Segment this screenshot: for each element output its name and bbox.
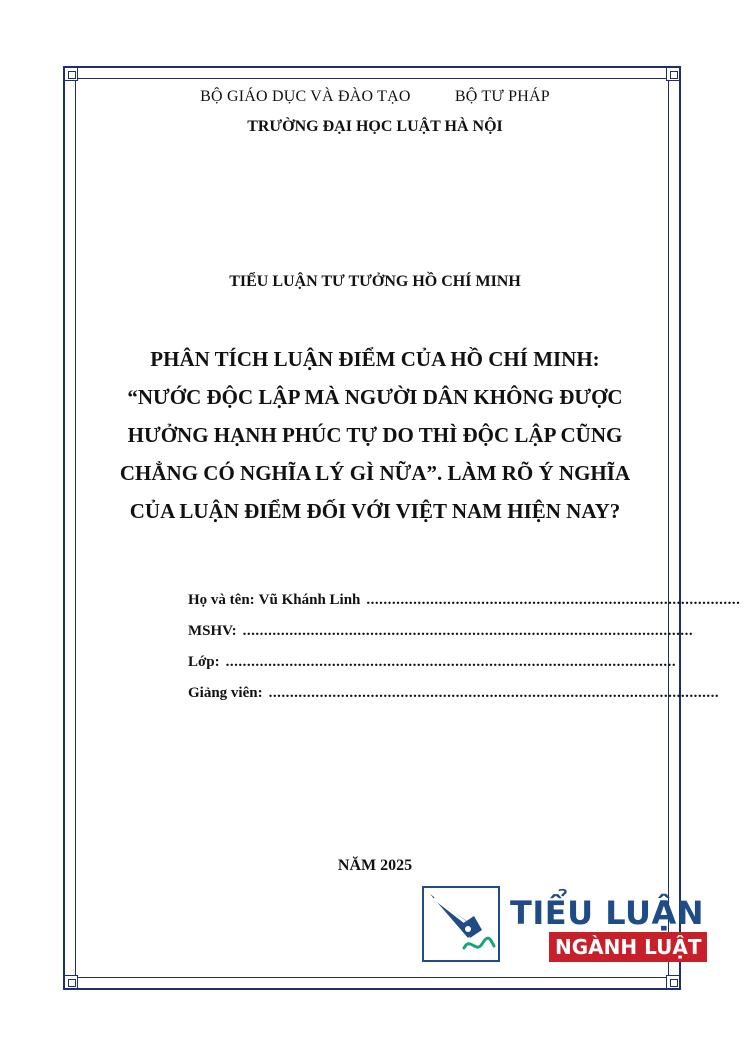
student-info	[188, 592, 741, 716]
lecturer-label: Giảng viên:	[188, 685, 263, 701]
ministry-education: BỘ GIÁO DỤC VÀ ĐÀO TẠO	[200, 88, 411, 105]
logo-text-top: TIỂU LUẬN	[510, 894, 704, 932]
info-row-id	[188, 623, 694, 654]
fountain-pen-icon	[424, 888, 498, 960]
year: NĂM 2025	[337, 857, 413, 874]
id-label: MSHV:	[188, 623, 237, 639]
fill-dots: ........................................................................................	[366, 592, 741, 608]
border-corner-ornament	[64, 975, 78, 989]
info-row-class	[188, 654, 677, 685]
title-line: CỦA LUẬN ĐIỂM ĐỐI VỚI VIỆT NAM HIỆN NAY?	[129, 499, 621, 523]
info-row-lecturer	[188, 685, 720, 716]
essay-title	[0, 340, 750, 530]
info-row-name	[188, 592, 741, 623]
name-value: Vũ Khánh Linh	[258, 592, 361, 608]
title-line: PHÂN TÍCH LUẬN ĐIỂM CỦA HỒ CHÍ MINH:	[150, 347, 600, 371]
ministries-header	[0, 88, 750, 106]
title-line: HƯỞNG HẠNH PHÚC TỰ DO THÌ ĐỘC LẬP CŨNG	[127, 423, 623, 447]
fill-dots: ..........................................................................................................	[242, 623, 694, 639]
fill-dots: ..........................................................................................................	[268, 685, 720, 701]
essay-subject: TIỂU LUẬN TƯ TƯỞNG HỒ CHÍ MINH	[229, 273, 521, 290]
logo-emblem	[422, 886, 500, 962]
ministry-justice: BỘ TƯ PHÁP	[454, 88, 550, 105]
brand-logo	[422, 886, 704, 966]
border-corner-ornament	[666, 67, 680, 81]
border-corner-ornament	[64, 67, 78, 81]
title-line: CHẲNG CÓ NGHĨA LÝ GÌ NỮA”. LÀM RÕ Ý NGHĨA	[119, 461, 631, 485]
logo-text-bottom: NGÀNH LUẬT	[549, 932, 707, 962]
class-label: Lớp:	[188, 654, 220, 670]
university-name: TRƯỜNG ĐẠI HỌC LUẬT HÀ NỘI	[247, 118, 503, 135]
border-corner-ornament	[666, 975, 680, 989]
fill-dots: ..........................................................................................................	[225, 654, 677, 670]
name-label: Họ và tên:	[188, 592, 255, 608]
title-line: “NƯỚC ĐỘC LẬP MÀ NGƯỜI DÂN KHÔNG ĐƯỢC	[127, 385, 623, 409]
